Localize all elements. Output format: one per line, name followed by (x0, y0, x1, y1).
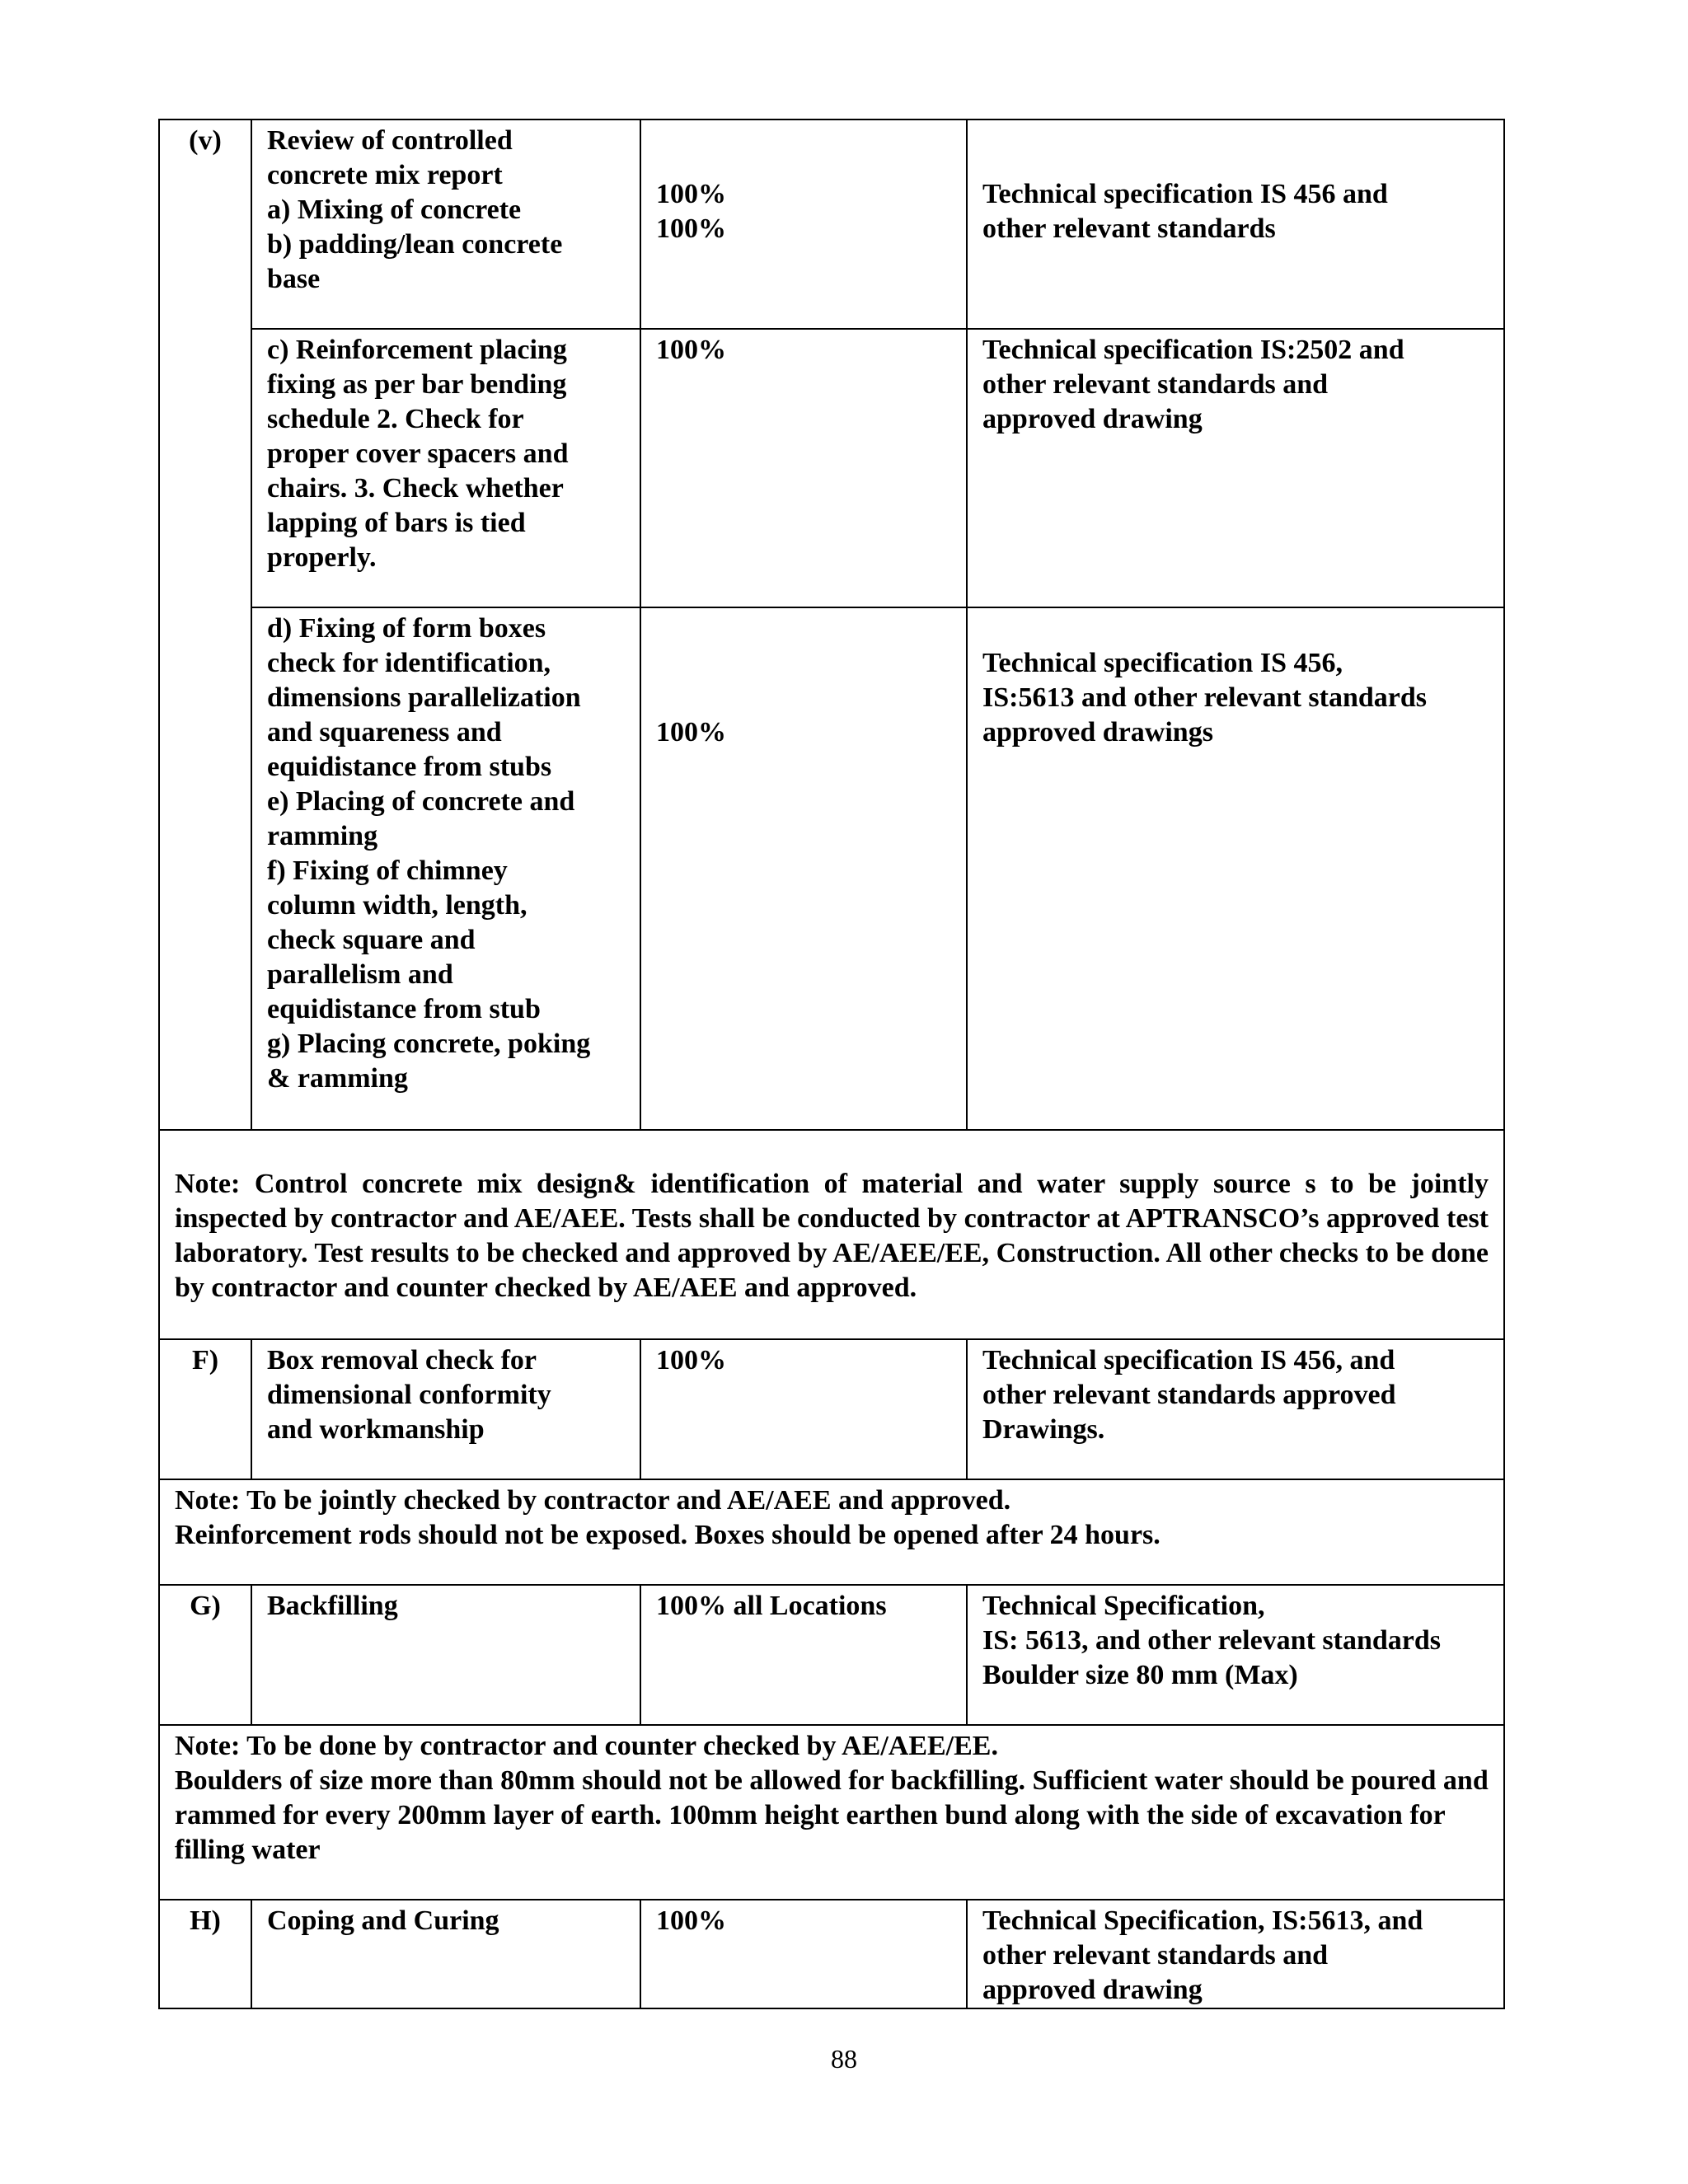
ref-line: IS:5613 and other relevant standards (982, 682, 1428, 713)
check-description: Backfilling (251, 1585, 640, 1725)
ref-line: Drawings. (982, 1414, 1105, 1445)
note-line: Note: To be jointly checked by contractor and AE/AEE and approved. (175, 1485, 1011, 1516)
table-row (159, 607, 1504, 1130)
extent-line: 100% (656, 179, 726, 209)
desc-line: check square and (267, 925, 476, 955)
reference-standard (967, 1900, 1504, 2008)
desc-line: dimensions parallelization (267, 682, 581, 713)
desc-line: and workmanship (267, 1414, 485, 1445)
desc-line: dimensional conformity (267, 1380, 551, 1410)
ref-line: IS: 5613, and other relevant standards (982, 1625, 1442, 1656)
check-description: Coping and Curing (251, 1900, 640, 2008)
desc-line: lapping of bars is tied (267, 508, 526, 538)
desc-line: equidistance from stub (267, 994, 541, 1024)
reference-standard (967, 607, 1504, 1130)
ref-line: approved drawing (982, 1975, 1203, 2005)
table-row (159, 1585, 1504, 1725)
desc-line: parallelism and (267, 959, 453, 990)
desc-line: base (267, 264, 321, 294)
row-label-f: F) (159, 1339, 251, 1479)
desc-line: check for identification, (267, 648, 551, 678)
note-concrete-mix: Note: Control concrete mix design& identification of material and water supply source s to be jointly inspected by contractor and AE/AEE. Tests shall be conducted by contractor at APTRANSCO’s approved test laboratory. Test results to be checked and approved by AE/AEE/EE, Construction. All other checks to be done by contractor and counter checked by AE/AEE and approved. (159, 1130, 1504, 1339)
extent-line: 100% (656, 213, 726, 244)
desc-line: concrete mix report (267, 160, 503, 190)
ref-line: approved drawings (982, 717, 1213, 748)
table-row (159, 1900, 1504, 2008)
note-line: Boulders of size more than 80mm should not be allowed for backfilling. Sufficient water should be poured and rammed for every 200mm layer of earth. 100mm height earthen bund along with the side of excavation for filling water (175, 1765, 1489, 1865)
desc-line: Box removal check for (267, 1345, 537, 1376)
extent-of-check: 100% (640, 329, 967, 607)
table-row (159, 1725, 1504, 1900)
desc-line: and squareness and (267, 717, 502, 748)
desc-line: proper cover spacers and (267, 438, 569, 469)
desc-line: column width, length, (267, 890, 528, 921)
desc-line: b) padding/lean concrete (267, 229, 563, 260)
desc-line: schedule 2. Check for (267, 404, 524, 434)
ref-line: Technical specification IS:2502 and (982, 335, 1404, 365)
check-description (251, 329, 640, 607)
reference-standard (967, 329, 1504, 607)
ref-line: Technical specification IS 456, (982, 648, 1343, 678)
note-backfilling (159, 1725, 1504, 1900)
table-row (159, 1339, 1504, 1479)
ref-line: other relevant standards and (982, 369, 1329, 400)
check-description (251, 1339, 640, 1479)
desc-line: g) Placing concrete, poking (267, 1029, 591, 1059)
ref-line: Technical specification IS 456 and (982, 179, 1388, 209)
ref-line: approved drawing (982, 404, 1203, 434)
desc-line: equidistance from stubs (267, 752, 552, 782)
extent-of-check: 100% (640, 607, 967, 1130)
desc-line: e) Placing of concrete and (267, 786, 575, 817)
ref-line: Technical Specification, (982, 1591, 1265, 1621)
desc-line: c) Reinforcement placing (267, 335, 567, 365)
ref-line: Technical specification IS 456, and (982, 1345, 1395, 1376)
reference-standard (967, 120, 1504, 329)
table-row (159, 1479, 1504, 1585)
desc-line: ramming (267, 821, 378, 851)
check-description (251, 120, 640, 329)
note-line: Reinforcement rods should not be exposed. Boxes should be opened after 24 hours. (175, 1520, 1160, 1550)
desc-line: Review of controlled (267, 125, 513, 156)
table-row (159, 1130, 1504, 1339)
page-number: 88 (831, 2044, 857, 2074)
desc-line: fixing as per bar bending (267, 369, 567, 400)
ref-line: other relevant standards (982, 213, 1276, 244)
ref-line: Technical Specification, IS:5613, and (982, 1905, 1423, 1936)
ref-line: other relevant standards approved (982, 1380, 1396, 1410)
reference-standard (967, 1339, 1504, 1479)
desc-line: properly. (267, 542, 377, 573)
table-row (159, 329, 1504, 607)
inspection-table (158, 119, 1505, 2009)
desc-line: & ramming (267, 1063, 408, 1094)
row-label-v: (v) (159, 120, 251, 1130)
reference-standard (967, 1585, 1504, 1725)
row-label-h: H) (159, 1900, 251, 2008)
note-box-removal (159, 1479, 1504, 1585)
desc-line: d) Fixing of form boxes (267, 613, 546, 644)
desc-line: chairs. 3. Check whether (267, 473, 564, 504)
ref-line: other relevant standards and (982, 1940, 1329, 1971)
check-description (251, 607, 640, 1130)
table-row (159, 120, 1504, 329)
note-line: Note: To be done by contractor and counter checked by AE/AEE/EE. (175, 1731, 998, 1761)
row-label-g: G) (159, 1585, 251, 1725)
extent-of-check (640, 120, 967, 329)
extent-of-check: 100% all Locations (640, 1585, 967, 1725)
ref-line: Boulder size 80 mm (Max) (982, 1660, 1298, 1690)
extent-of-check: 100% (640, 1900, 967, 2008)
desc-line: f) Fixing of chimney (267, 855, 508, 886)
extent-of-check: 100% (640, 1339, 967, 1479)
desc-line: a) Mixing of concrete (267, 194, 522, 225)
